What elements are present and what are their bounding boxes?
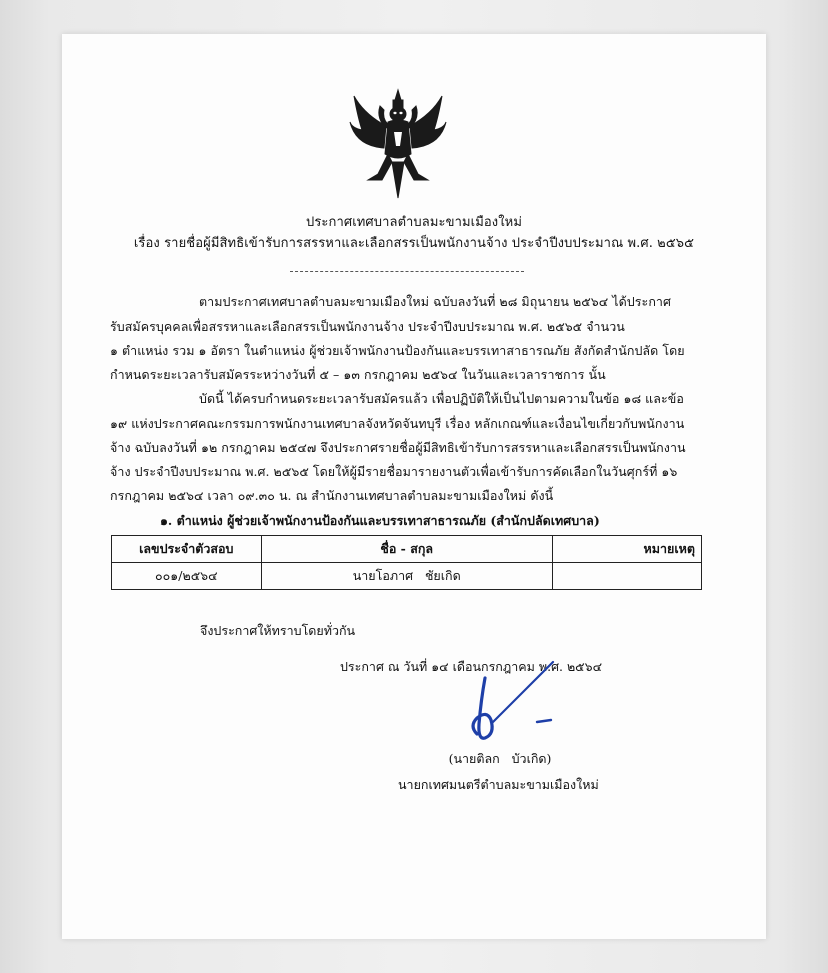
paragraph1-line4: กำหนดระยะเวลารับสมัครระหว่างวันที่ ๕ – ๑๓ กรกฎาคม ๒๕๖๔ ในวันและเวลาราชการ นั้น [110,367,606,382]
column-header-exam-id: เลขประจำตัวสอบ [112,536,262,563]
paragraph2-line4: จ้าง ประจำปีงบประมาณ พ.ศ. ๒๕๖๕ โดยให้ผู้มีรายชื่อมารายงานตัวเพื่อเข้ารับการคัดเลือกในวันศุกร์ที่ ๑๖ [110,464,678,479]
document-subject: เรื่อง รายชื่อผู้มีสิทธิเข้ารับการสรรหาและเลือกสรรเป็นพนักงานจ้าง ประจำปีงบประมาณ พ.ศ. ๒๕๖๕ [133,236,695,251]
signer-name: (นายติลก บัวเกิด) [448,751,552,766]
garuda-emblem [348,88,448,200]
cell-remarks [552,563,701,590]
cell-exam-id: ๐๐๑/๒๕๖๔ [112,563,262,590]
candidate-table [111,535,702,590]
paragraph2-line5: กรกฎาคม ๒๕๖๔ เวลา ๐๙.๓๐ น. ณ สำนักงานเทศบาลตำบลมะขามเมืองใหม่ ดังนี้ [110,488,554,503]
paragraph1-line1: ตามประกาศเทศบาลตำบลมะขามเมืองใหม่ ฉบับลงวันที่ ๒๘ มิถุนายน ๒๕๖๔ ได้ประกาศ [199,294,671,309]
handwritten-signature [455,640,595,755]
table-row [112,563,702,590]
closing-statement: จึงประกาศให้ทราบโดยทั่วกัน [200,623,356,638]
column-header-remarks: หมายเหตุ [552,536,701,563]
title-divider [290,271,524,272]
paragraph1-line2: รับสมัครบุคคลเพื่อสรรหาและเลือกสรรเป็นพนักงานจ้าง ประจำปีงบประมาณ พ.ศ. ๒๕๖๕ จำนวน [110,319,625,334]
cell-name: นายโอภาศ ชัยเกิด [261,563,552,590]
signer-title: นายกเทศมนตรีตำบลมะขามเมืองใหม่ [398,777,599,792]
column-header-name: ชื่อ - สกุล [261,536,552,563]
section-heading: ๑. ตำแหน่ง ผู้ช่วยเจ้าพนักงานป้องกันและบรรเทาสาธารณภัย (สำนักปลัดเทศบาล) [160,513,600,528]
paragraph2-line2: ๑๙ แห่งประกาศคณะกรรมการพนักงานเทศบาลจังหวัดจันทบุรี เรื่อง หลักเกณฑ์และเงื่อนไขเกี่ยวกับพนักงาน [110,416,685,431]
paragraph2-line3: จ้าง ฉบับลงวันที่ ๑๒ กรกฎาคม ๒๕๔๗ จึงประกาศรายชื่อผู้มีสิทธิเข้ารับการสรรหาและเลือกสรรเป็นพนักงาน [110,440,686,455]
announcement-date: ประกาศ ณ วันที่ ๑๔ เดือนกรกฎาคม พ.ศ. ๒๕๖๔ [340,659,603,674]
paragraph1-line3: ๑ ตำแหน่ง รวม ๑ อัตรา ในตำแหน่ง ผู้ช่วยเจ้าพนักงานป้องกันและบรรเทาสาธารณภัย สังกัดสำนักปลัด โดย [110,343,685,358]
document-title: ประกาศเทศบาลตำบลมะขามเมืองใหม่ [305,215,523,230]
table-header-row [112,536,702,563]
paragraph2-line1: บัดนี้ ได้ครบกำหนดระยะเวลารับสมัครแล้ว เพื่อปฏิบัติให้เป็นไปตามความในข้อ ๑๘ และข้อ [199,391,684,406]
